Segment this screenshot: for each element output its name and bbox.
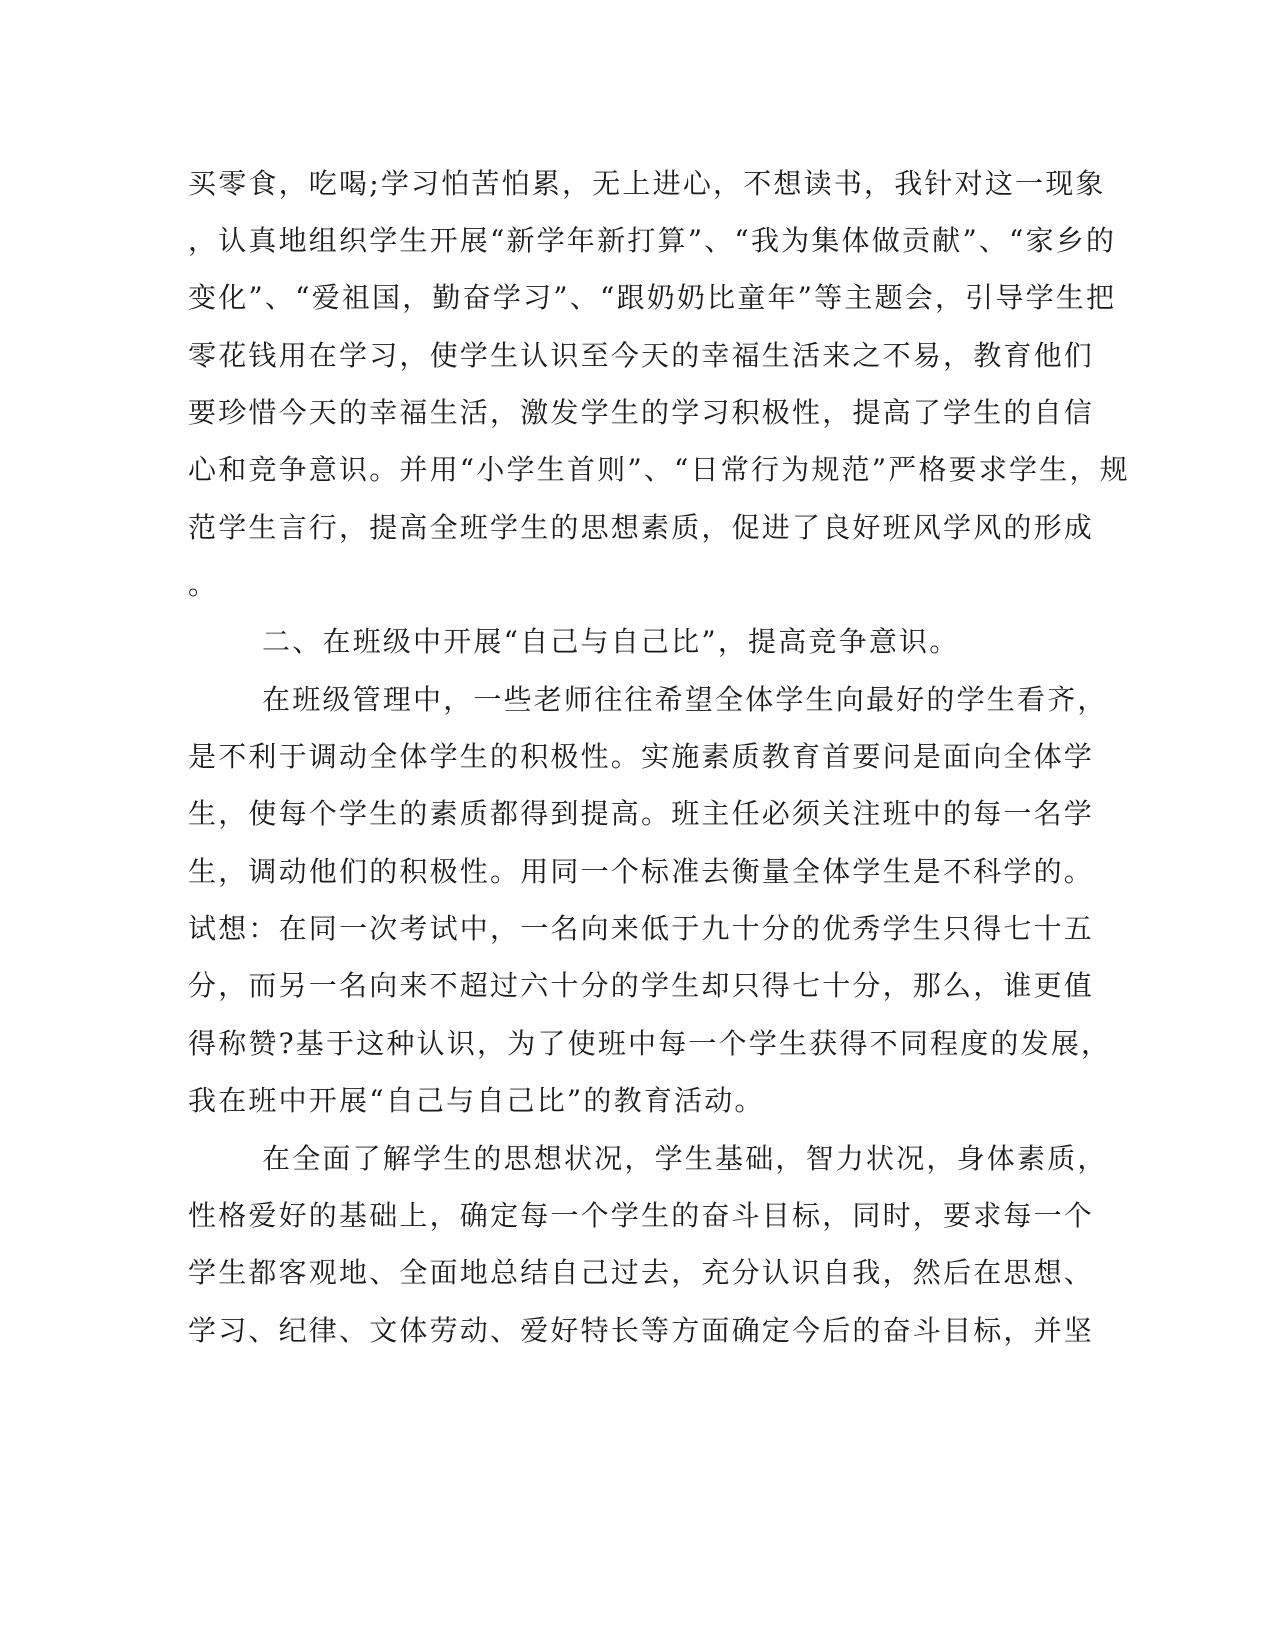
text-line: 在班级管理中，一些老师往往希望全体学生向最好的学生看齐， — [262, 683, 1108, 716]
section-heading: 二、在班级中开展“自己与自己比”，提高竞争意识。 — [262, 625, 960, 658]
text-line: 试想：在同一次考试中，一名向来低于九十分的优秀学生只得七十五 — [188, 912, 1095, 945]
text-line: 我在班中开展“自己与自己比”的教育活动。 — [188, 1084, 765, 1117]
text-line: 生，使每个学生的素质都得到提高。班主任必须关注班中的每一名学 — [188, 797, 1095, 830]
text-line: 心和竞争意识。并用“小学生首则”、“日常行为规范”严格要求学生，规 — [188, 453, 1130, 486]
text-line: 学生都客观地、全面地总结自己过去，充分认识自我，然后在思想、 — [188, 1256, 1095, 1289]
text-line: 分，而另一名向来不超过六十分的学生却只得七十分，那么，谁更值 — [188, 969, 1095, 1002]
text-line: 得称赞?基于这种认识，为了使班中每一个学生获得不同程度的发展， — [188, 1027, 1112, 1060]
text-line: 变化”、“爱祖国，勤奋学习”、“跟奶奶比童年”等主题会，引导学生把 — [188, 281, 1117, 314]
text-line: 在全面了解学生的思想状况，学生基础，智力状况，身体素质， — [262, 1142, 1108, 1175]
text-line: 要珍惜今天的幸福生活，激发学生的学习积极性，提高了学生的自信 — [188, 396, 1095, 429]
text-line: 零花钱用在学习，使学生认识至今天的幸福生活来之不易，教育他们 — [188, 339, 1095, 372]
text-line: 。 — [188, 568, 219, 601]
text-line: ，认真地组织学生开展“新学年新打算”、“我为集体做贡献”、“家乡的 — [188, 224, 1117, 257]
text-line: 是不利于调动全体学生的积极性。实施素质教育首要问是面向全体学 — [188, 740, 1095, 773]
text-line: 买零食，吃喝;学习怕苦怕累，无上进心，不想读书，我针对这一现象 — [188, 167, 1106, 200]
text-line: 性格爱好的基础上，确定每一个学生的奋斗目标，同时，要求每一个 — [188, 1199, 1095, 1232]
text-line: 学习、纪律、文体劳动、爱好特长等方面确定今后的奋斗目标，并坚 — [188, 1314, 1095, 1347]
text-line: 范学生言行，提高全班学生的思想素质，促进了良好班风学风的形成 — [188, 511, 1095, 544]
text-line: 生，调动他们的积极性。用同一个标准去衡量全体学生是不科学的。 — [188, 855, 1095, 888]
